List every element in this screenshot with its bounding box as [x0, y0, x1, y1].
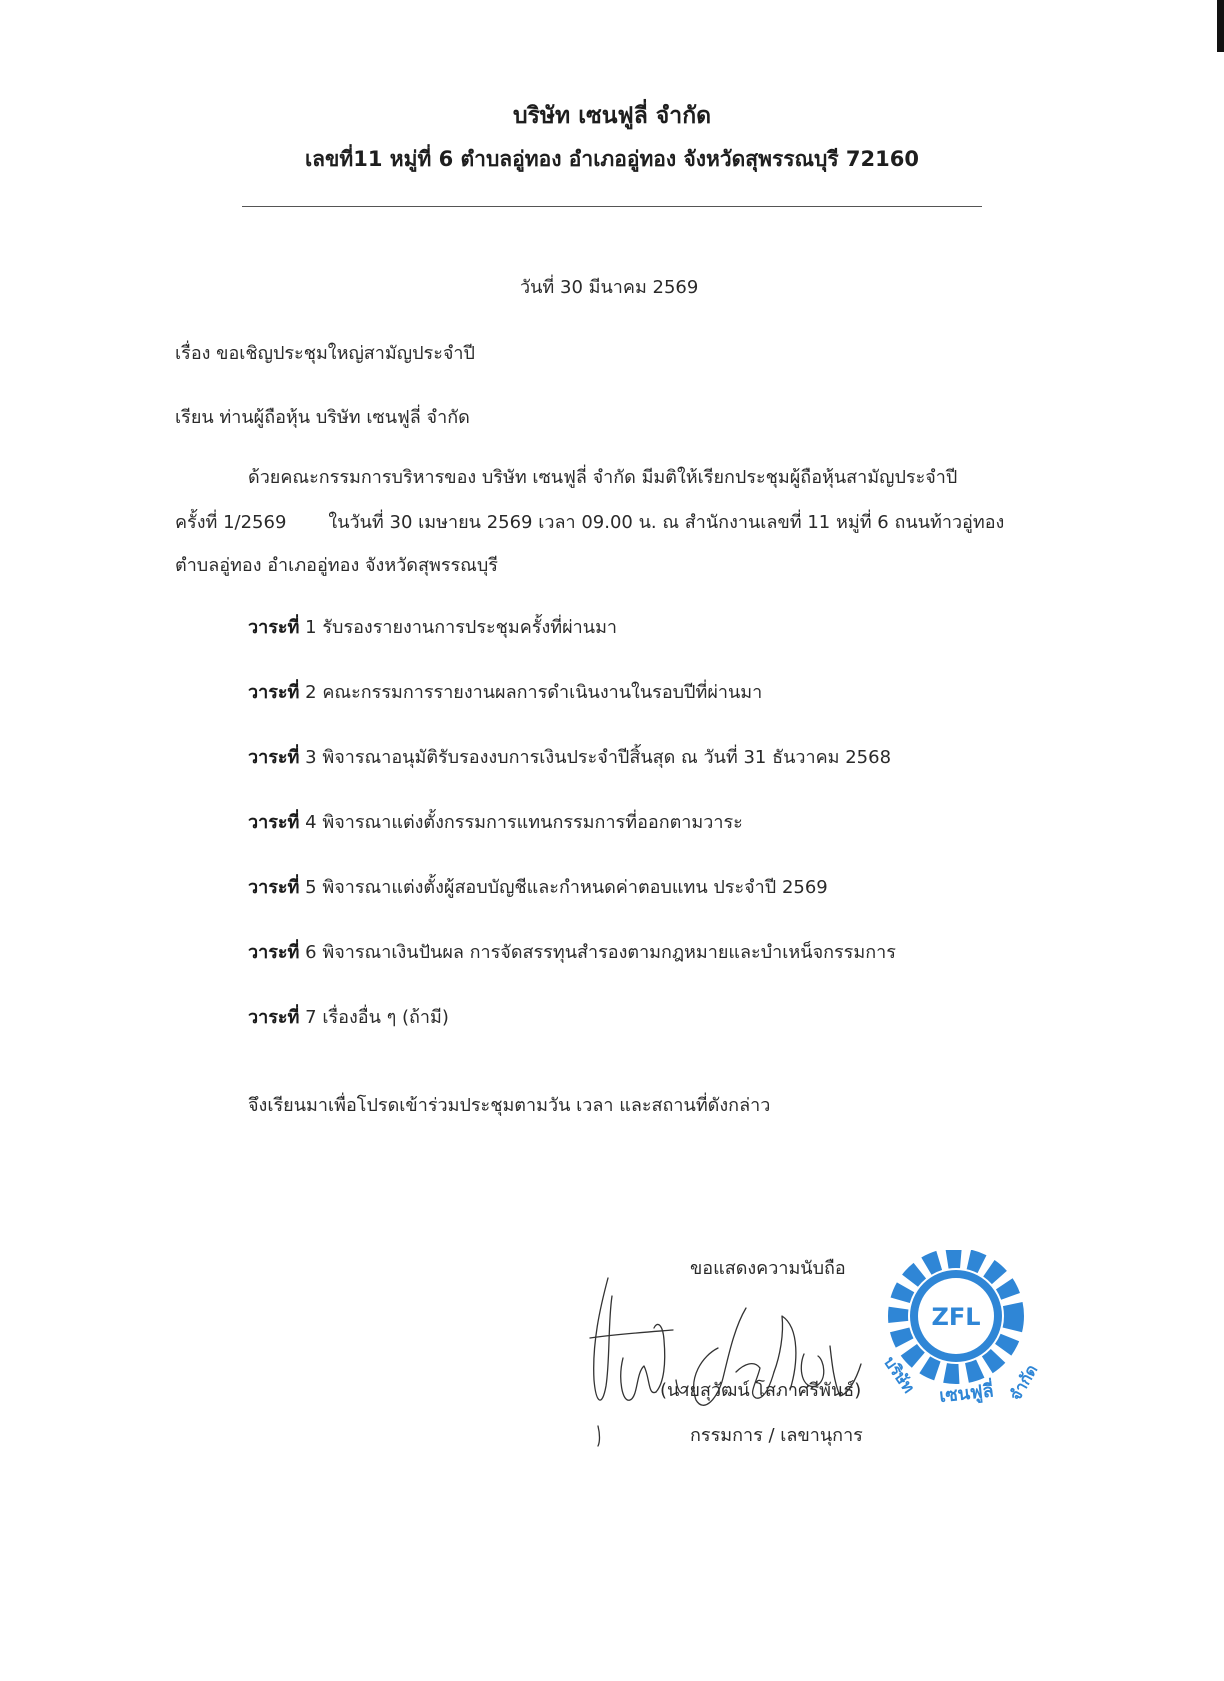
svg-text:บริษัท: บริษัท	[880, 1352, 919, 1397]
svg-text:เซนฟูลี่: เซนฟูลี่	[938, 1380, 995, 1407]
agenda-item	[248, 1002, 449, 1031]
letter-date: วันที่ 30 มีนาคม 2569	[520, 277, 699, 298]
agenda-label: วาระที่	[248, 942, 300, 963]
agenda-text: พิจารณาแต่งตั้งผู้สอบบัญชีและกำหนดค่าตอบแทน ประจำปี 2569	[322, 877, 828, 898]
scan-edge-mark	[1217, 0, 1224, 52]
agenda-text: พิจารณาเงินปันผล การจัดสรรทุนสำรองตามกฎหมายและบำเหน็จกรรมการ	[322, 942, 896, 963]
agenda-text: คณะกรรมการรายงานผลการดำเนินงานในรอบปีที่ผ่านมา	[322, 682, 763, 703]
letter-subject: เรื่อง ขอเชิญประชุมใหญ่สามัญประจำปี	[175, 343, 475, 364]
agenda-text: เรื่องอื่น ๆ (ถ้ามี)	[322, 1007, 449, 1028]
agenda-label: วาระที่	[248, 747, 300, 768]
agenda-number: 7	[305, 1007, 317, 1028]
company-address: เลขที่11 หมู่ที่ 6 ตำบลอู่ทอง อำเภออู่ทอง จังหวัดสุพรรณบุรี 72160	[305, 147, 919, 171]
agenda-number: 5	[305, 877, 317, 898]
signer-name: (นายสุวัฒน์ โสภาศรีพันธ์)	[660, 1380, 862, 1401]
complimentary-close: ขอแสดงความนับถือ	[690, 1258, 846, 1279]
agenda-label: วาระที่	[248, 812, 300, 833]
agenda-label: วาระที่	[248, 617, 300, 638]
company-name: บริษัท เซนฟูลี่ จำกัด	[512, 103, 712, 129]
agenda-label: วาระที่	[248, 1007, 300, 1028]
agenda-label: วาระที่	[248, 877, 300, 898]
agenda-item	[248, 742, 891, 771]
closing-sentence: จึงเรียนมาเพื่อโปรดเข้าร่วมประชุมตามวัน เวลา และสถานที่ดังกล่าว	[248, 1095, 771, 1116]
agenda-item	[248, 872, 828, 901]
header-divider	[242, 206, 982, 207]
svg-text:ZFL: ZFL	[931, 1303, 981, 1331]
agenda-text: รับรองรายงานการประชุมครั้งที่ผ่านมา	[322, 617, 618, 638]
agenda-item	[248, 807, 743, 836]
body-paragraph-line: ด้วยคณะกรรมการบริหารของ บริษัท เซนฟูลี่ จำกัด มีมติให้เรียกประชุมผู้ถือหุ้นสามัญประจำปี	[248, 467, 958, 488]
agenda-label: วาระที่	[248, 682, 300, 703]
meeting-number: ครั้งที่ 1/2569	[175, 512, 287, 533]
agenda-number: 3	[305, 747, 317, 768]
agenda-number: 6	[305, 942, 317, 963]
agenda-number: 1	[305, 617, 317, 638]
agenda-item	[248, 612, 617, 641]
agenda-text: พิจารณาแต่งตั้งกรรมการแทนกรรมการที่ออกตามวาระ	[322, 812, 743, 833]
agenda-item	[248, 677, 762, 706]
signer-position: กรรมการ / เลขานุการ	[690, 1425, 863, 1446]
agenda-number: 4	[305, 812, 317, 833]
agenda-item	[248, 937, 896, 966]
letter-salutation: เรียน ท่านผู้ถือหุ้น บริษัท เซนฟูลี่ จำกัด	[175, 407, 470, 428]
body-paragraph-line	[175, 507, 1004, 536]
agenda-text: พิจารณาอนุมัติรับรองงบการเงินประจำปีสิ้นสุด ณ วันที่ 31 ธันวาคม 2568	[322, 747, 892, 768]
body-paragraph-line: ตำบลอู่ทอง อำเภออู่ทอง จังหวัดสุพรรณบุรี	[175, 555, 498, 576]
meeting-details: ในวันที่ 30 เมษายน 2569 เวลา 09.00 น. ณ สำนักงานเลขที่ 11 หมู่ที่ 6 ถนนท้าวอู่ทอง	[328, 512, 1005, 533]
agenda-number: 2	[305, 682, 317, 703]
svg-text:จำกัด: จำกัด	[1005, 1361, 1042, 1404]
company-seal	[878, 1250, 1048, 1420]
